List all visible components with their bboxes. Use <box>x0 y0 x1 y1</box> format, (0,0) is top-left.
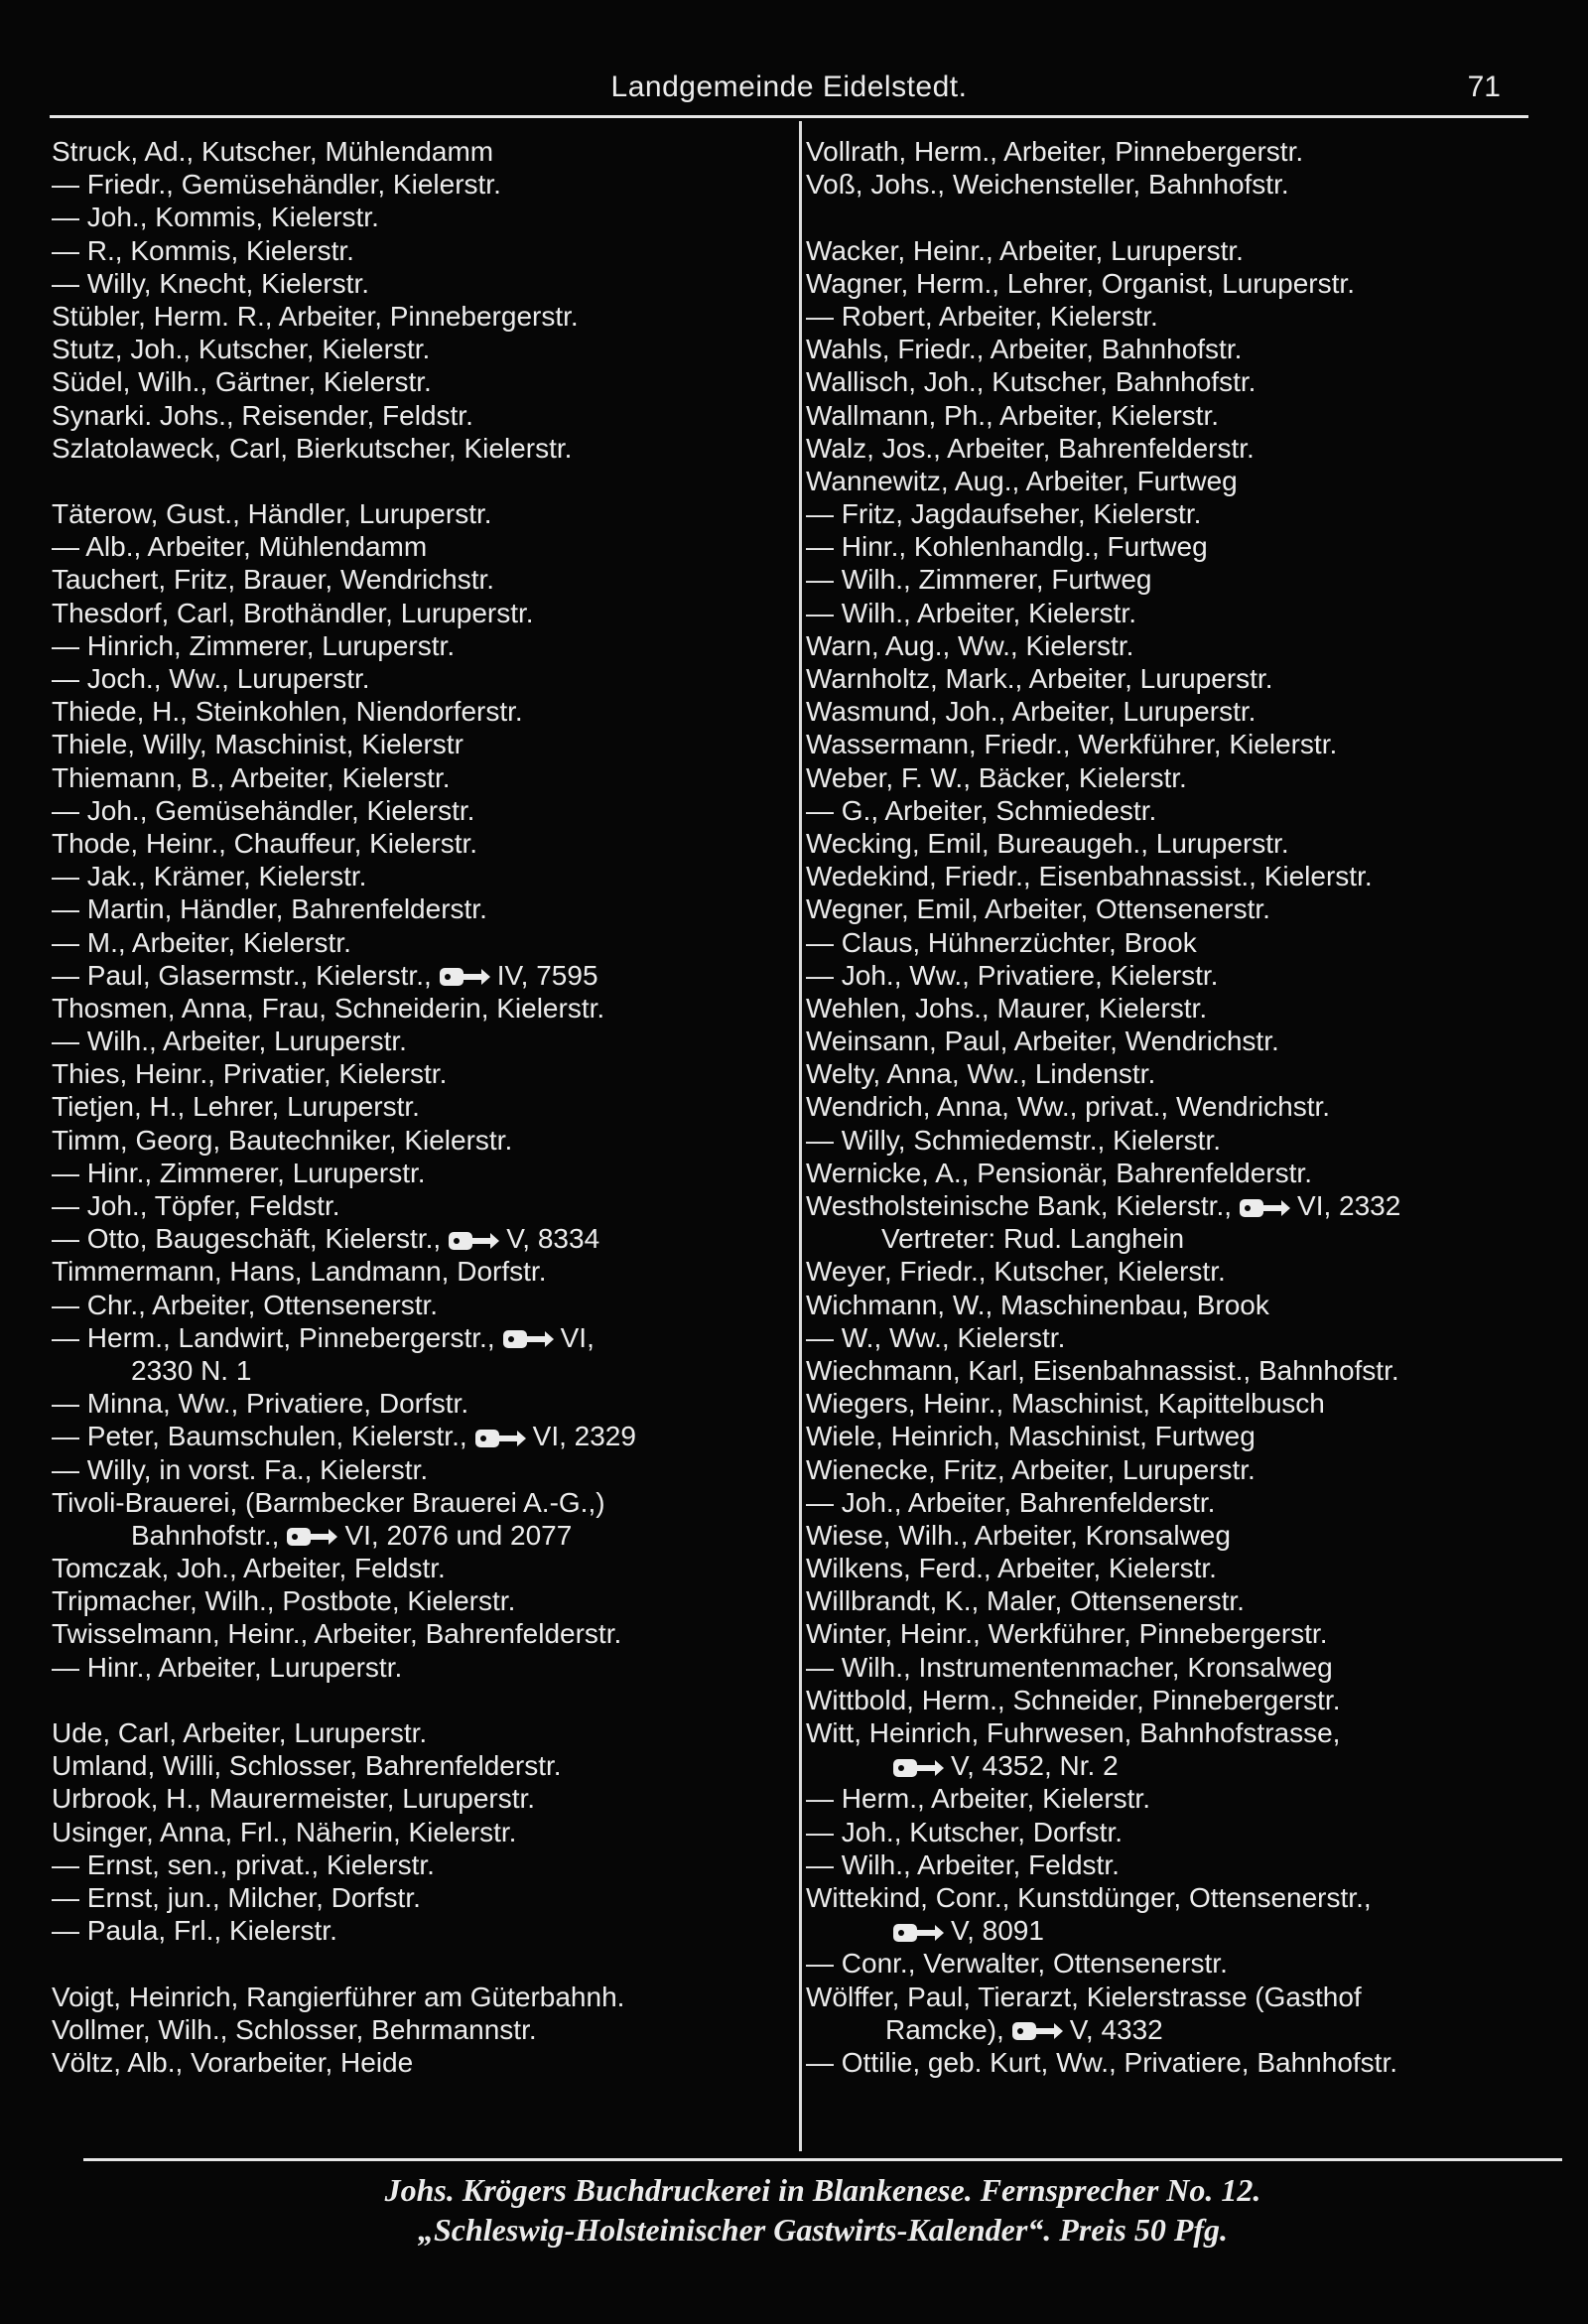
directory-entry <box>806 267 1560 300</box>
section-spacer <box>806 201 1560 233</box>
directory-entry <box>806 2046 1560 2079</box>
entry-text: — Friedr., Gemüsehändler, Kielerstr. <box>52 169 501 201</box>
directory-entry <box>52 827 796 860</box>
directory-entry <box>52 1519 796 1552</box>
directory-entry <box>806 432 1560 465</box>
entry-text: — Joh., Arbeiter, Bahrenfelderstr. <box>806 1486 1216 1518</box>
directory-entry <box>806 695 1560 728</box>
entry-text: Wichmann, W., Maschinenbau, Brook <box>806 1289 1269 1320</box>
directory-entry <box>806 1255 1560 1288</box>
entry-text: Timmermann, Hans, Landmann, Dorfstr. <box>52 1256 547 1288</box>
directory-entry <box>806 1124 1560 1157</box>
directory-entry <box>52 234 796 267</box>
section-spacer <box>52 465 796 497</box>
telephone-pictogram-icon <box>1010 2019 1064 2043</box>
directory-entry <box>806 1914 1560 1947</box>
entry-text: Warn, Aug., Ww., Kielerstr. <box>806 629 1134 661</box>
page-number: 71 <box>1467 70 1501 103</box>
entry-text: — Herm., Landwirt, Pinnebergerstr., <box>52 1321 495 1353</box>
entry-text: — Willy, Knecht, Kielerstr. <box>52 267 370 299</box>
entry-text: Weber, F. W., Bäcker, Kielerstr. <box>806 761 1187 793</box>
directory-entry <box>52 497 796 530</box>
entry-text: — Robert, Arbeiter, Kielerstr. <box>806 300 1158 332</box>
directory-entry <box>52 135 796 168</box>
entry-text: Tauchert, Fritz, Brauer, Wendrichstr. <box>52 564 495 596</box>
entry-text: — Joh., Kutscher, Dorfstr. <box>806 1816 1124 1847</box>
entry-text: — Joh., Töpfer, Feldstr. <box>52 1190 340 1221</box>
directory-entry <box>52 1617 796 1650</box>
left-column <box>52 135 796 2079</box>
directory-entry <box>806 1552 1560 1584</box>
directory-entry <box>806 1519 1560 1552</box>
directory-entry <box>806 2013 1560 2046</box>
entry-text: — Ernst, sen., privat., Kielerstr. <box>52 1848 435 1880</box>
telephone-pictogram-icon <box>501 1327 555 1351</box>
directory-entry <box>806 563 1560 596</box>
entry-text: — Fritz, Jagdaufseher, Kielerstr. <box>806 498 1202 530</box>
directory-entry <box>806 1453 1560 1486</box>
directory-entry <box>806 629 1560 662</box>
entry-text: Wagner, Herm., Lehrer, Organist, Luruperstr. <box>806 267 1355 299</box>
directory-entry <box>806 1947 1560 1980</box>
entry-text: Wahls, Friedr., Arbeiter, Bahnhofstr. <box>806 334 1243 365</box>
entry-text: Wacker, Heinr., Arbeiter, Luruperstr. <box>806 234 1244 266</box>
directory-entry <box>52 926 796 959</box>
entry-text: Witt, Heinrich, Fuhrwesen, Bahnhofstrasse, <box>806 1717 1341 1748</box>
entry-text: — Wilh., Zimmerer, Furtweg <box>806 564 1152 596</box>
directory-entry <box>52 1321 796 1354</box>
directory-entry <box>52 2013 796 2046</box>
entry-text: Wecking, Emil, Bureaugeh., Luruperstr. <box>806 827 1289 859</box>
entry-text: Tripmacher, Wilh., Postbote, Kielerstr. <box>52 1585 516 1617</box>
directory-entry <box>52 399 796 432</box>
directory-entry <box>806 1321 1560 1354</box>
directory-entry <box>52 1222 796 1255</box>
directory-entry <box>806 1189 1560 1222</box>
directory-entry <box>52 992 796 1025</box>
directory-entry <box>806 1025 1560 1057</box>
directory-entry <box>52 662 796 695</box>
directory-entry <box>806 1222 1560 1255</box>
telephone-number: VI, 2076 und 2077 <box>344 1519 573 1551</box>
entry-text: — Peter, Baumschulen, Kielerstr., <box>52 1421 467 1452</box>
directory-entry <box>52 168 796 201</box>
entry-text: Stutz, Joh., Kutscher, Kielerstr. <box>52 334 431 365</box>
directory-entry <box>52 1816 796 1848</box>
directory-entry <box>52 1124 796 1157</box>
telephone-pictogram-icon <box>1238 1196 1291 1220</box>
entry-text: Thies, Heinr., Privatier, Kielerstr. <box>52 1058 448 1090</box>
directory-entry <box>806 1684 1560 1716</box>
directory-entry <box>806 530 1560 563</box>
entry-text: Ude, Carl, Arbeiter, Luruperstr. <box>52 1717 428 1748</box>
entry-text: Wasmund, Joh., Arbeiter, Luruperstr. <box>806 696 1257 728</box>
column-divider <box>799 121 802 2151</box>
telephone-pictogram-icon <box>438 965 491 989</box>
directory-entry <box>52 1289 796 1321</box>
entry-text: — Otto, Baugeschäft, Kielerstr., <box>52 1223 442 1255</box>
directory-entry <box>52 1914 796 1947</box>
directory-entry <box>52 629 796 662</box>
footer-line-2: „Schleswig-Holsteinischer Gastwirts-Kalender“. Preis 50 Pfg. <box>417 2212 1229 2248</box>
entry-text: — Minna, Ww., Privatiere, Dorfstr. <box>52 1388 469 1420</box>
telephone-pictogram-icon <box>285 1525 338 1549</box>
directory-entry <box>806 1816 1560 1848</box>
entry-text: Völtz, Alb., Vorarbeiter, Heide <box>52 2046 414 2078</box>
directory-entry <box>52 794 796 827</box>
entry-text: — R., Kommis, Kielerstr. <box>52 234 354 266</box>
directory-entry <box>806 1157 1560 1189</box>
entry-text: Wölffer, Paul, Tierarzt, Kielerstrasse (Gasthof <box>806 1981 1362 2012</box>
entry-text: Weinsann, Paul, Arbeiter, Wendrichstr. <box>806 1025 1279 1057</box>
directory-entry <box>52 432 796 465</box>
entry-text: Warnholtz, Mark., Arbeiter, Luruperstr. <box>806 663 1273 694</box>
directory-entry <box>806 1584 1560 1617</box>
directory-entry <box>806 959 1560 992</box>
right-column <box>806 135 1560 2079</box>
entry-text: Thiele, Willy, Maschinist, Kielerstr <box>52 729 463 760</box>
entry-text: Wallmann, Ph., Arbeiter, Kielerstr. <box>806 399 1220 431</box>
entry-text: — Willy, Schmiedemstr., Kielerstr. <box>806 1124 1222 1156</box>
entry-text: Wegner, Emil, Arbeiter, Ottensenerstr. <box>806 893 1270 925</box>
entry-text: Wiegers, Heinr., Maschinist, Kapittelbusch <box>806 1388 1325 1420</box>
entry-text: Wehlen, Johs., Maurer, Kielerstr. <box>806 992 1208 1024</box>
entry-text: Timm, Georg, Bautechniker, Kielerstr. <box>52 1124 513 1156</box>
entry-text: — Hinrich, Zimmerer, Luruperstr. <box>52 629 456 661</box>
entry-text: Wendrich, Anna, Ww., privat., Wendrichstr. <box>806 1091 1331 1123</box>
directory-entry <box>806 399 1560 432</box>
entry-text: — Wilh., Arbeiter, Feldstr. <box>806 1848 1120 1880</box>
entry-text: Wittekind, Conr., Kunstdünger, Ottensenerstr., <box>806 1881 1372 1913</box>
directory-entry <box>806 992 1560 1025</box>
directory-entry <box>52 892 796 925</box>
entry-text: Wiese, Wilh., Arbeiter, Kronsalweg <box>806 1519 1231 1551</box>
entry-text: Wienecke, Fritz, Arbeiter, Luruperstr. <box>806 1453 1256 1485</box>
entry-text: Wittbold, Herm., Schneider, Pinnebergerstr. <box>806 1684 1341 1715</box>
directory-entry <box>52 1453 796 1486</box>
entry-text: — Joch., Ww., Luruperstr. <box>52 663 370 694</box>
telephone-number: VI, 2332 <box>1297 1190 1401 1221</box>
directory-entry <box>806 1090 1560 1123</box>
directory-entry <box>52 1848 796 1881</box>
telephone-number: V, 4332 <box>1069 2013 1163 2045</box>
directory-entry <box>52 1025 796 1057</box>
entry-text: Tietjen, H., Lehrer, Luruperstr. <box>52 1091 420 1123</box>
entry-text: — Willy, in vorst. Fa., Kielerstr. <box>52 1453 429 1485</box>
entry-text: — W., Ww., Kielerstr. <box>806 1321 1066 1353</box>
entry-text: Willbrandt, K., Maler, Ottensenerstr. <box>806 1585 1245 1617</box>
directory-entry <box>52 860 796 892</box>
directory-entry <box>52 728 796 760</box>
directory-entry <box>52 1981 796 2013</box>
directory-entry <box>806 860 1560 892</box>
entry-text: — Chr., Arbeiter, Ottensenerstr. <box>52 1289 439 1320</box>
entry-text: — Ernst, jun., Milcher, Dorfstr. <box>52 1881 421 1913</box>
directory-entry <box>52 1486 796 1519</box>
printer-footer <box>83 2170 1562 2250</box>
telephone-pictogram-icon <box>447 1229 500 1253</box>
directory-entry <box>806 597 1560 629</box>
directory-entry <box>806 1848 1560 1881</box>
directory-entry <box>806 1387 1560 1420</box>
entry-text: — Jak., Krämer, Kielerstr. <box>52 861 367 892</box>
entry-text: — Herm., Arbeiter, Kielerstr. <box>806 1783 1150 1815</box>
entry-text: Westholsteinische Bank, Kielerstr., <box>806 1190 1233 1221</box>
entry-text: — Paula, Frl., Kielerstr. <box>52 1915 337 1947</box>
telephone-pictogram-icon <box>891 1921 945 1945</box>
entry-text: — Joh., Kommis, Kielerstr. <box>52 202 379 233</box>
entry-text: — Hinr., Kohlenhandlg., Furtweg <box>806 531 1208 563</box>
entry-text: — Alb., Arbeiter, Mühlendamm <box>52 531 428 563</box>
entry-text: — Paul, Glasermstr., Kielerstr., <box>52 959 432 991</box>
entry-text: Umland, Willi, Schlosser, Bahrenfelderstr. <box>52 1750 562 1782</box>
entry-text: Wilkens, Ferd., Arbeiter, Kielerstr. <box>806 1553 1217 1584</box>
directory-entry <box>52 1716 796 1749</box>
directory-entry <box>806 761 1560 794</box>
directory-entry <box>806 926 1560 959</box>
directory-entry <box>52 365 796 398</box>
entry-text: Wallisch, Joh., Kutscher, Bahnhofstr. <box>806 366 1257 398</box>
directory-entry <box>806 892 1560 925</box>
entry-text: Thosmen, Anna, Frau, Schneiderin, Kielerstr. <box>52 992 605 1024</box>
directory-entry <box>806 497 1560 530</box>
entry-text: Wiele, Heinrich, Maschinist, Furtweg <box>806 1421 1256 1452</box>
entry-text: Wedekind, Friedr., Eisenbahnassist., Kielerstr. <box>806 861 1373 892</box>
telephone-number: V, 8091 <box>951 1915 1044 1947</box>
directory-entry <box>52 333 796 365</box>
directory-entry <box>806 1749 1560 1782</box>
directory-entry <box>806 728 1560 760</box>
entry-text: — Hinr., Zimmerer, Luruperstr. <box>52 1157 426 1188</box>
directory-entry <box>52 2046 796 2079</box>
telephone-number: VI, 2329 <box>532 1421 636 1452</box>
directory-entry <box>52 1157 796 1189</box>
directory-entry <box>806 135 1560 168</box>
entry-text: Vertreter: Rud. Langhein <box>881 1223 1185 1255</box>
directory-entry <box>806 827 1560 860</box>
entry-text: Twisselmann, Heinr., Arbeiter, Bahrenfelderstr. <box>52 1618 622 1650</box>
entry-text: — Joh., Gemüsehändler, Kielerstr. <box>52 794 475 826</box>
directory-entry <box>52 959 796 992</box>
footer-line-1: Johs. Krögers Buchdruckerei in Blankenese. Fernsprecher No. 12. <box>384 2172 1261 2208</box>
directory-entry <box>52 1782 796 1815</box>
directory-entry <box>52 597 796 629</box>
entry-text: Walz, Jos., Arbeiter, Bahrenfelderstr. <box>806 432 1255 464</box>
entry-text: Vollmer, Wilh., Schlosser, Behrmannstr. <box>52 2013 537 2045</box>
directory-entry <box>806 1420 1560 1452</box>
directory-entry <box>806 1981 1560 2013</box>
directory-entry <box>52 201 796 233</box>
directory-entry <box>52 1090 796 1123</box>
directory-entry <box>52 1420 796 1452</box>
directory-entry <box>52 530 796 563</box>
header-rule <box>50 115 1528 118</box>
entry-text: Struck, Ad., Kutscher, Mühlendamm <box>52 136 494 167</box>
entry-text: Thiemann, B., Arbeiter, Kielerstr. <box>52 761 451 793</box>
directory-entry <box>52 1749 796 1782</box>
entry-text: — Joh., Ww., Privatiere, Kielerstr. <box>806 959 1219 991</box>
section-spacer <box>52 1684 796 1716</box>
page-header <box>50 66 1528 109</box>
directory-entry <box>806 1289 1560 1321</box>
directory-entry <box>806 1716 1560 1749</box>
entry-text: — Martin, Händler, Bahrenfelderstr. <box>52 893 487 925</box>
directory-entry <box>52 695 796 728</box>
directory-entry <box>52 1552 796 1584</box>
entry-text: Usinger, Anna, Frl., Näherin, Kielerstr. <box>52 1816 517 1847</box>
directory-entry <box>806 1354 1560 1387</box>
telephone-number: IV, 7595 <box>496 959 598 991</box>
telephone-number: VI, <box>560 1321 595 1353</box>
entry-text: Wiechmann, Karl, Eisenbahnassist., Bahnhofstr. <box>806 1354 1399 1386</box>
entry-text: Ramcke), <box>885 2013 1004 2045</box>
entry-text: Urbrook, H., Maurermeister, Luruperstr. <box>52 1783 536 1815</box>
entry-text: Südel, Wilh., Gärtner, Kielerstr. <box>52 366 432 398</box>
directory-entry <box>52 1057 796 1090</box>
telephone-number: V, 8334 <box>506 1223 600 1255</box>
entry-text: Thesdorf, Carl, Brothändler, Luruperstr. <box>52 597 534 628</box>
directory-entry <box>52 563 796 596</box>
directory-entry <box>806 794 1560 827</box>
entry-text: — Ottilie, geb. Kurt, Ww., Privatiere, Bahnhofstr. <box>806 2046 1398 2078</box>
entry-text: Tomczak, Joh., Arbeiter, Feldstr. <box>52 1553 446 1584</box>
directory-entry <box>806 1057 1560 1090</box>
directory-entry <box>806 662 1560 695</box>
entry-text: Vollrath, Herm., Arbeiter, Pinnebergerstr. <box>806 136 1304 167</box>
directory-entry <box>806 234 1560 267</box>
entry-text: — Claus, Hühnerzüchter, Brook <box>806 926 1197 958</box>
entry-text: Wernicke, A., Pensionär, Bahrenfelderstr. <box>806 1157 1312 1188</box>
directory-entry <box>52 1354 796 1387</box>
entry-text: — G., Arbeiter, Schmiedestr. <box>806 794 1157 826</box>
page-title: Landgemeinde Eidelstedt. <box>610 70 968 103</box>
directory-entry <box>806 365 1560 398</box>
entry-text: Stübler, Herm. R., Arbeiter, Pinnebergerstr. <box>52 300 579 332</box>
directory-entry <box>52 1189 796 1222</box>
entry-text: 2330 N. 1 <box>131 1354 252 1386</box>
directory-entry <box>52 1651 796 1684</box>
entry-text: — M., Arbeiter, Kielerstr. <box>52 926 351 958</box>
entry-text: — Hinr., Arbeiter, Luruperstr. <box>52 1651 403 1683</box>
entry-text: Wassermann, Friedr., Werkführer, Kielerstr. <box>806 729 1338 760</box>
entry-text: — Wilh., Arbeiter, Kielerstr. <box>806 597 1136 628</box>
directory-entry <box>806 1782 1560 1815</box>
entry-text: Weyer, Friedr., Kutscher, Kielerstr. <box>806 1256 1226 1288</box>
directory-entry <box>806 465 1560 497</box>
directory-entry <box>806 300 1560 333</box>
entry-text: — Wilh., Instrumentenmacher, Kronsalweg <box>806 1651 1333 1683</box>
telephone-pictogram-icon <box>891 1756 945 1780</box>
directory-entry <box>806 1881 1560 1914</box>
section-spacer <box>52 1947 796 1980</box>
telephone-pictogram-icon <box>473 1427 527 1450</box>
directory-entry <box>806 333 1560 365</box>
entry-text: — Wilh., Arbeiter, Luruperstr. <box>52 1025 407 1057</box>
directory-entry <box>806 1486 1560 1519</box>
entry-text: Thode, Heinr., Chauffeur, Kielerstr. <box>52 827 478 859</box>
directory-entry <box>806 1651 1560 1684</box>
entry-text: Winter, Heinr., Werkführer, Pinnebergerstr. <box>806 1618 1328 1650</box>
directory-entry <box>52 761 796 794</box>
telephone-number: V, 4352, Nr. 2 <box>951 1750 1119 1782</box>
entry-text: — Conr., Verwalter, Ottensenerstr. <box>806 1948 1228 1980</box>
entry-text: Voigt, Heinrich, Rangierführer am Güterbahnh. <box>52 1981 625 2012</box>
directory-entry <box>52 300 796 333</box>
directory-entry <box>806 168 1560 201</box>
entry-text: Bahnhofstr., <box>131 1519 280 1551</box>
entry-text: Tivoli-Brauerei, (Barmbecker Brauerei A.-G.,) <box>52 1486 605 1518</box>
directory-entry <box>52 267 796 300</box>
footer-rule <box>83 2158 1562 2161</box>
directory-entry <box>52 1881 796 1914</box>
entry-text: Szlatolaweck, Carl, Bierkutscher, Kielerstr. <box>52 432 573 464</box>
directory-entry <box>806 1617 1560 1650</box>
directory-entry <box>52 1387 796 1420</box>
entry-text: Wannewitz, Aug., Arbeiter, Furtweg <box>806 465 1238 496</box>
directory-entry <box>52 1584 796 1617</box>
entry-text: Täterow, Gust., Händler, Luruperstr. <box>52 498 492 530</box>
entry-text: Voß, Johs., Weichensteller, Bahnhofstr. <box>806 169 1289 201</box>
entry-text: Thiede, H., Steinkohlen, Niendorferstr. <box>52 696 523 728</box>
entry-text: Welty, Anna, Ww., Lindenstr. <box>806 1058 1156 1090</box>
directory-entry <box>52 1255 796 1288</box>
entry-text: Synarki. Johs., Reisender, Feldstr. <box>52 399 473 431</box>
